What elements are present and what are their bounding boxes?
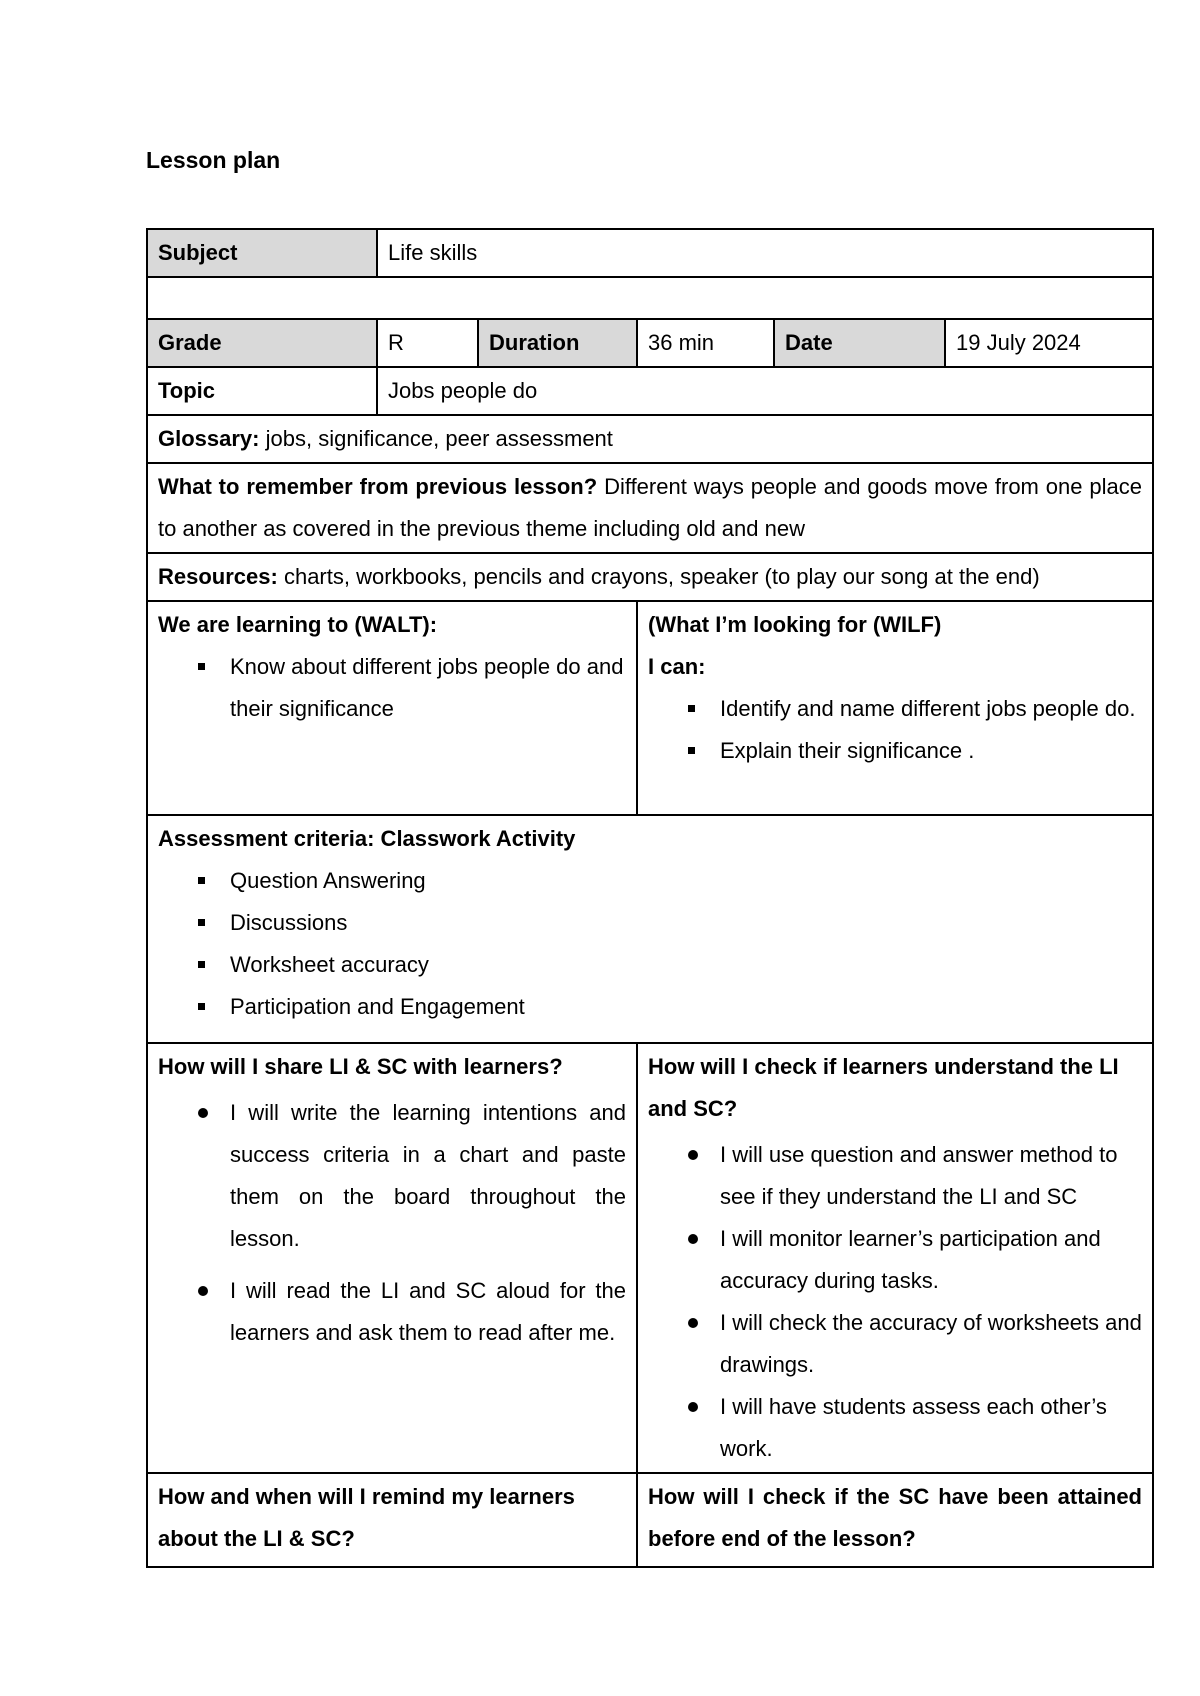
walt-cell: [147, 601, 637, 815]
check-item: I will monitor learner’s participation and accuracy during tasks.: [688, 1218, 1142, 1302]
empty-cell: [147, 277, 1153, 319]
duration-label: Duration: [478, 319, 637, 367]
assessment-row: [147, 815, 1153, 1043]
resources-row: [147, 553, 1153, 601]
check-cell: [637, 1043, 1153, 1473]
attained-heading: How will I check if the SC have been attained before end of the lesson?: [648, 1484, 1142, 1551]
glossary-value: jobs, significance, peer assessment: [259, 426, 613, 451]
assessment-item: Discussions: [198, 902, 1142, 944]
subject-value: Life skills: [377, 229, 1153, 277]
wilf-subheading: I can:: [648, 654, 706, 679]
resources-value: charts, workbooks, pencils and crayons, speaker (to play our song at the end): [277, 564, 1040, 589]
topic-label: Topic: [147, 367, 377, 415]
resources-cell: [147, 553, 1153, 601]
remind-cell: [147, 1473, 637, 1567]
subject-row: [147, 229, 1153, 277]
lesson-plan-table: [146, 228, 1154, 1568]
glossary-label: Glossary:: [158, 426, 260, 451]
wilf-cell: [637, 601, 1153, 815]
assessment-cell: [147, 815, 1153, 1043]
check-item: I will check the accuracy of worksheets and drawings.: [688, 1302, 1142, 1386]
remind-heading: How and when will I remind my learners about the LI & SC?: [158, 1484, 575, 1551]
glossary-cell: [147, 415, 1153, 463]
document-title: Lesson plan: [146, 147, 281, 173]
empty-row: [147, 277, 1153, 319]
wilf-item: Identify and name different jobs people do.: [688, 688, 1142, 730]
glossary-row: [147, 415, 1153, 463]
walt-list: [158, 646, 626, 730]
share-cell: [147, 1043, 637, 1473]
assessment-heading: Assessment criteria: Classwork Activity: [158, 826, 576, 851]
previous-lesson-value: Different ways people and goods move from one place to another as covered in the previous theme including old and new: [158, 474, 1142, 541]
check-item: I will have students assess each other’s work.: [688, 1386, 1142, 1470]
previous-lesson-row: [147, 463, 1153, 553]
assessment-item: Participation and Engagement: [198, 986, 1142, 1028]
grade-row: [147, 319, 1153, 367]
check-item: I will use question and answer method to see if they understand the LI and SC: [688, 1134, 1142, 1218]
share-list: [158, 1092, 626, 1354]
previous-lesson-label: What to remember from previous lesson?: [158, 474, 598, 499]
wilf-list: [648, 688, 1142, 772]
wilf-heading: (What I’m looking for (WILF): [648, 612, 942, 637]
subject-label: Subject: [147, 229, 377, 277]
date-label: Date: [774, 319, 945, 367]
wilf-item: Explain their significance .: [688, 730, 1142, 772]
share-item: I will read the LI and SC aloud for the learners and ask them to read after me.: [198, 1270, 626, 1354]
check-heading: How will I check if learners understand the LI and SC?: [648, 1054, 1119, 1121]
share-item: I will write the learning intentions and success criteria in a chart and paste them on the board throughout the lesson.: [198, 1092, 626, 1260]
duration-value: 36 min: [637, 319, 774, 367]
topic-row: [147, 367, 1153, 415]
assessment-list: [158, 860, 1142, 1028]
check-list: [648, 1134, 1142, 1470]
walt-wilf-row: [147, 601, 1153, 815]
walt-heading: We are learning to (WALT):: [158, 612, 438, 637]
walt-item: Know about different jobs people do and their significance: [198, 646, 626, 730]
assessment-item: Worksheet accuracy: [198, 944, 1142, 986]
remind-attained-row: [147, 1473, 1153, 1567]
previous-lesson-cell: [147, 463, 1153, 553]
grade-label: Grade: [147, 319, 377, 367]
assessment-item: Question Answering: [198, 860, 1142, 902]
resources-label: Resources:: [158, 564, 278, 589]
grade-value: R: [377, 319, 478, 367]
topic-value: Jobs people do: [377, 367, 1153, 415]
share-check-row: [147, 1043, 1153, 1473]
date-value: 19 July 2024: [945, 319, 1153, 367]
share-heading: How will I share LI & SC with learners?: [158, 1054, 563, 1079]
attained-cell: [637, 1473, 1153, 1567]
